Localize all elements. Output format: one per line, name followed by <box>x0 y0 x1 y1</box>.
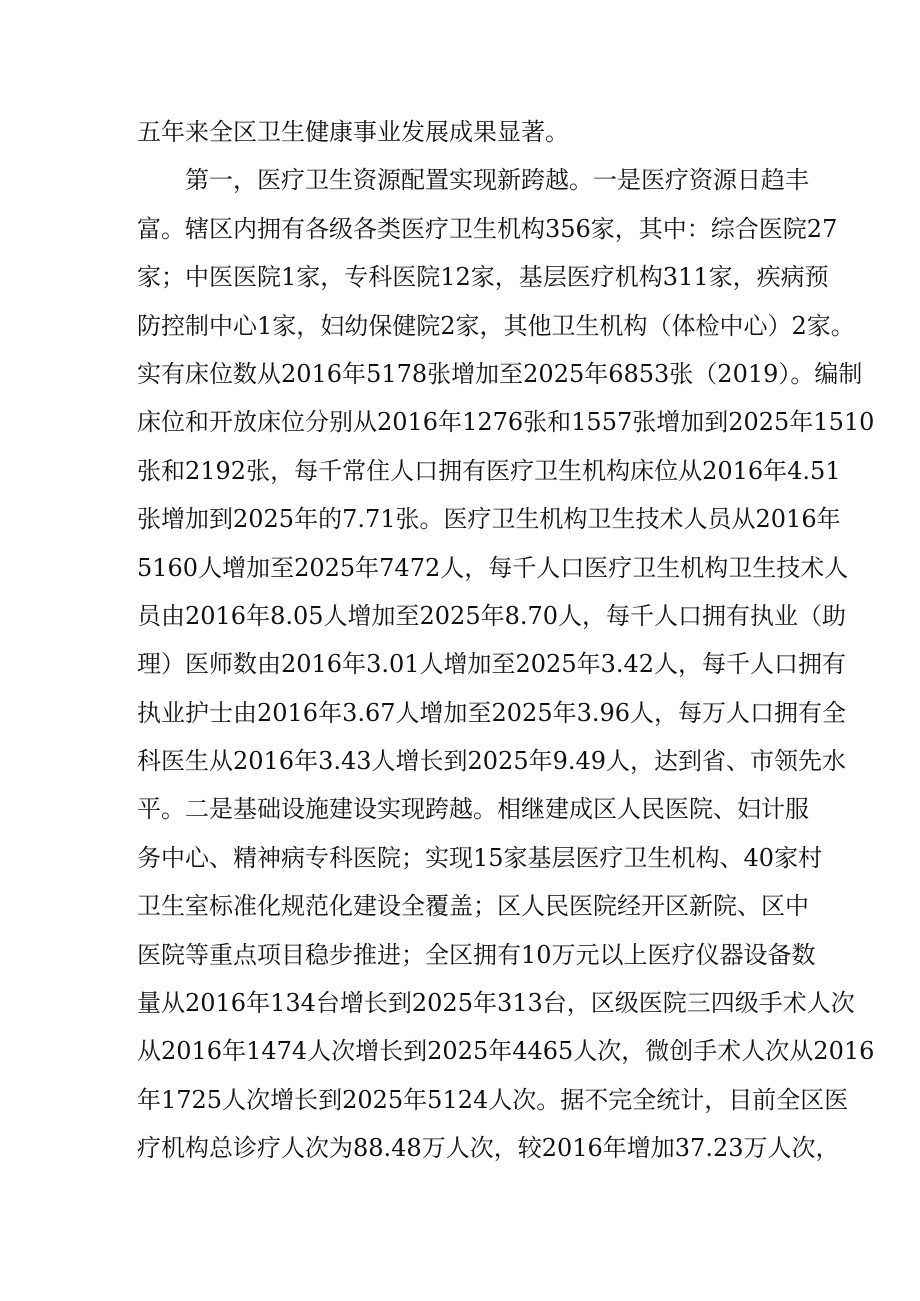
text-line: 5160人增加至2025年7472人，每千人口医疗卫生机构卫生技术人 <box>137 553 849 582</box>
text-line: 实有床位数从2016年5178张增加至2025年6853张（2019）。编制 <box>137 359 863 388</box>
text-line: 防控制中心1家，妇幼保健院2家，其他卫生机构（体检中心）2家。 <box>137 311 855 340</box>
text-line: 富。辖区内拥有各级各类医疗卫生机构356家，其中：综合医院27 <box>137 214 838 243</box>
text-line: 年1725人次增长到2025年5124人次。据不完全统计，目前全区医 <box>137 1085 849 1114</box>
text-line: 五年来全区卫生健康事业发展成果显著。 <box>137 118 569 146</box>
body-text <box>137 108 875 1173</box>
text-line: 员由2016年8.05人增加至2025年8.70人，每千人口拥有执业（助 <box>137 601 847 630</box>
text-line: 执业护士由2016年3.67人增加至2025年3.96人，每万人口拥有全 <box>137 698 847 727</box>
text-line: 第一，医疗卫生资源配置实现新跨越。一是医疗资源日趋丰 <box>185 166 809 195</box>
text-line: 卫生室标准化规范化建设全覆盖；区人民医院经开区新院、区中 <box>137 892 809 921</box>
text-line: 科医生从2016年3.43人增长到2025年9.49人，达到省、市领先水 <box>137 747 847 776</box>
text-line: 务中心、精神病专科医院；实现15家基层医疗卫生机构、40家村 <box>137 843 823 872</box>
text-line: 疗机构总诊疗人次为88.48万人次，较2016年增加37.23万人次， <box>137 1134 840 1163</box>
text-line: 床位和开放床位分别从2016年1276张和1557张增加到2025年1510 <box>137 408 875 437</box>
text-line: 医院等重点项目稳步推进；全区拥有10万元以上医疗仪器设备数 <box>137 940 816 969</box>
text-line: 张增加到2025年的7.71张。医疗卫生机构卫生技术人员从2016年 <box>137 505 841 534</box>
text-line: 张和2192张，每千常住人口拥有医疗卫生机构床位从2016年4.51 <box>137 456 841 485</box>
text-line: 家；中医医院1家，专科医院12家，基层医疗机构311家，疾病预 <box>137 263 829 292</box>
text-line: 量从2016年134台增长到2025年313台，区级医院三四级手术人次 <box>137 989 855 1018</box>
text-line: 从2016年1474人次增长到2025年4465人次，微创手术人次从2016 <box>137 1037 875 1066</box>
text-line: 平。二是基础设施建设实现跨越。相继建成区人民医院、妇计服 <box>137 795 809 824</box>
text-line: 理）医师数由2016年3.01人增加至2025年3.42人，每千人口拥有 <box>137 650 847 679</box>
